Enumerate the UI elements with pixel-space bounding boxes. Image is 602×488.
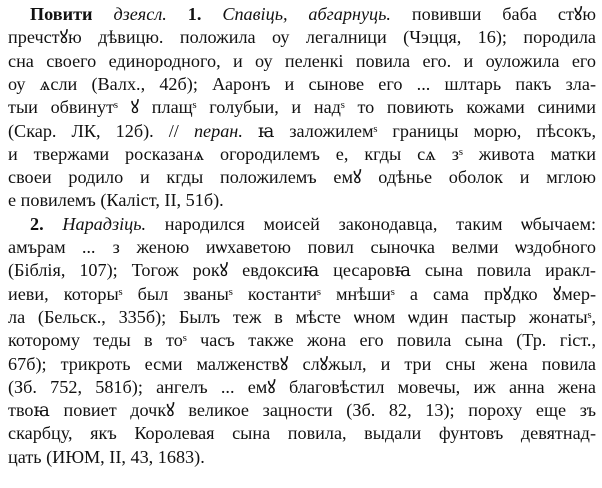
text-run: 67б); трикроть есми малженствꙋ слꙋжыл, и три сны жена повила <box>8 353 596 374</box>
italic-text-run: ... <box>65 237 96 257</box>
text-line <box>8 143 596 166</box>
text-line <box>8 166 596 189</box>
text-run: народился моисей законодавца, таким ѡбычаем: <box>146 213 597 234</box>
italic-text-run: Нарадзіць. <box>62 213 147 234</box>
text-line <box>30 213 596 236</box>
text-run: повивши баба стꙋю <box>390 4 597 24</box>
italic-text-run: перан. <box>193 120 243 141</box>
text-run: цать (ИЮМ, II, 43, 1683). <box>8 446 205 467</box>
text-line <box>8 50 596 73</box>
text-run: з женою иѡхаветою повил сыночка велми ѡздобного <box>95 237 597 257</box>
text-line <box>8 189 596 212</box>
text-run: (Зб. 752, 581б); ангелъ ... емꙋ благовѣстил мовечы, иж анна жена <box>8 376 596 397</box>
text-run: скарбцу, якъ Королевая сына повила, выдали фунтовъ девятнад- <box>8 423 596 444</box>
text-line <box>8 283 596 306</box>
text-line <box>8 26 596 49</box>
text-line <box>8 73 596 96</box>
text-run: иеви, которыˢ был званыˢ костантиˢ мнѣшиˢ а сама прꙋдко ꙋмер- <box>8 283 596 304</box>
text-line <box>8 306 596 329</box>
text-run: которому теды в тоˢ часъ также жона его повила сына (Тр. гіст., <box>8 330 596 351</box>
text-line <box>8 376 596 399</box>
text-run: и твержами росказанѧ огородилемъ е, кгды сѧ зˢ живота матки <box>8 143 596 164</box>
text-line <box>8 422 596 445</box>
bold-text-run: 1. <box>187 4 223 24</box>
text-line <box>8 236 596 259</box>
text-line <box>8 259 596 282</box>
text-line <box>8 329 596 352</box>
text-run: сна своего единородного, и оу пеленкі повила его. и оуложила его <box>8 50 596 71</box>
text-run: ꙗ заложилемˢ границы морю, пѣсокъ, <box>242 120 596 141</box>
text-run: амърам <box>8 237 66 257</box>
bold-text-run: 2. <box>30 213 63 234</box>
text-run: твоꙗ повиет дочкꙋ великое зацности (Зб. 82, 13); пороху еще зъ <box>8 400 596 421</box>
text-line <box>8 96 596 119</box>
text-run: е повилемъ (Калiст, II, 51б). <box>8 190 224 211</box>
text-run: тыи обвинутˢ ꙋ плащˢ голубыи, и надˢ то повиють кожами синими <box>8 97 596 118</box>
text-line <box>8 399 596 422</box>
text-run: (Скар. ЛК, 12б). // <box>8 120 194 141</box>
italic-text-run: Спавіць, абгарнуць. <box>222 4 391 24</box>
text-run: своеи родило и кгды положилемъ емꙋ одѣнье оболок и мглою <box>8 167 596 188</box>
text-run: (Біблія, 107); Тогож рокꙋ евдоксиꙗ цесаровꙗ сына повила иракл- <box>8 260 596 281</box>
italic-text-run: дзеясл. <box>92 4 188 24</box>
text-run: ла (Бельск., 335б); Былъ теж в мѣсте ѡном ѡдин пастыр жонатыˢ, <box>8 306 596 327</box>
text-run: оу ѧсли (Валх., 42б); Ааронъ и сынове его ... шлтарь пакъ зла- <box>8 73 596 94</box>
text-line <box>8 120 596 143</box>
text-run: пречстꙋю дѣвицю. положила оу легалници (Чэцця, 16); породила <box>8 27 596 48</box>
text-line <box>8 446 596 469</box>
text-line <box>30 3 596 26</box>
bold-text-run: Повити <box>30 4 93 24</box>
text-line <box>8 353 596 376</box>
